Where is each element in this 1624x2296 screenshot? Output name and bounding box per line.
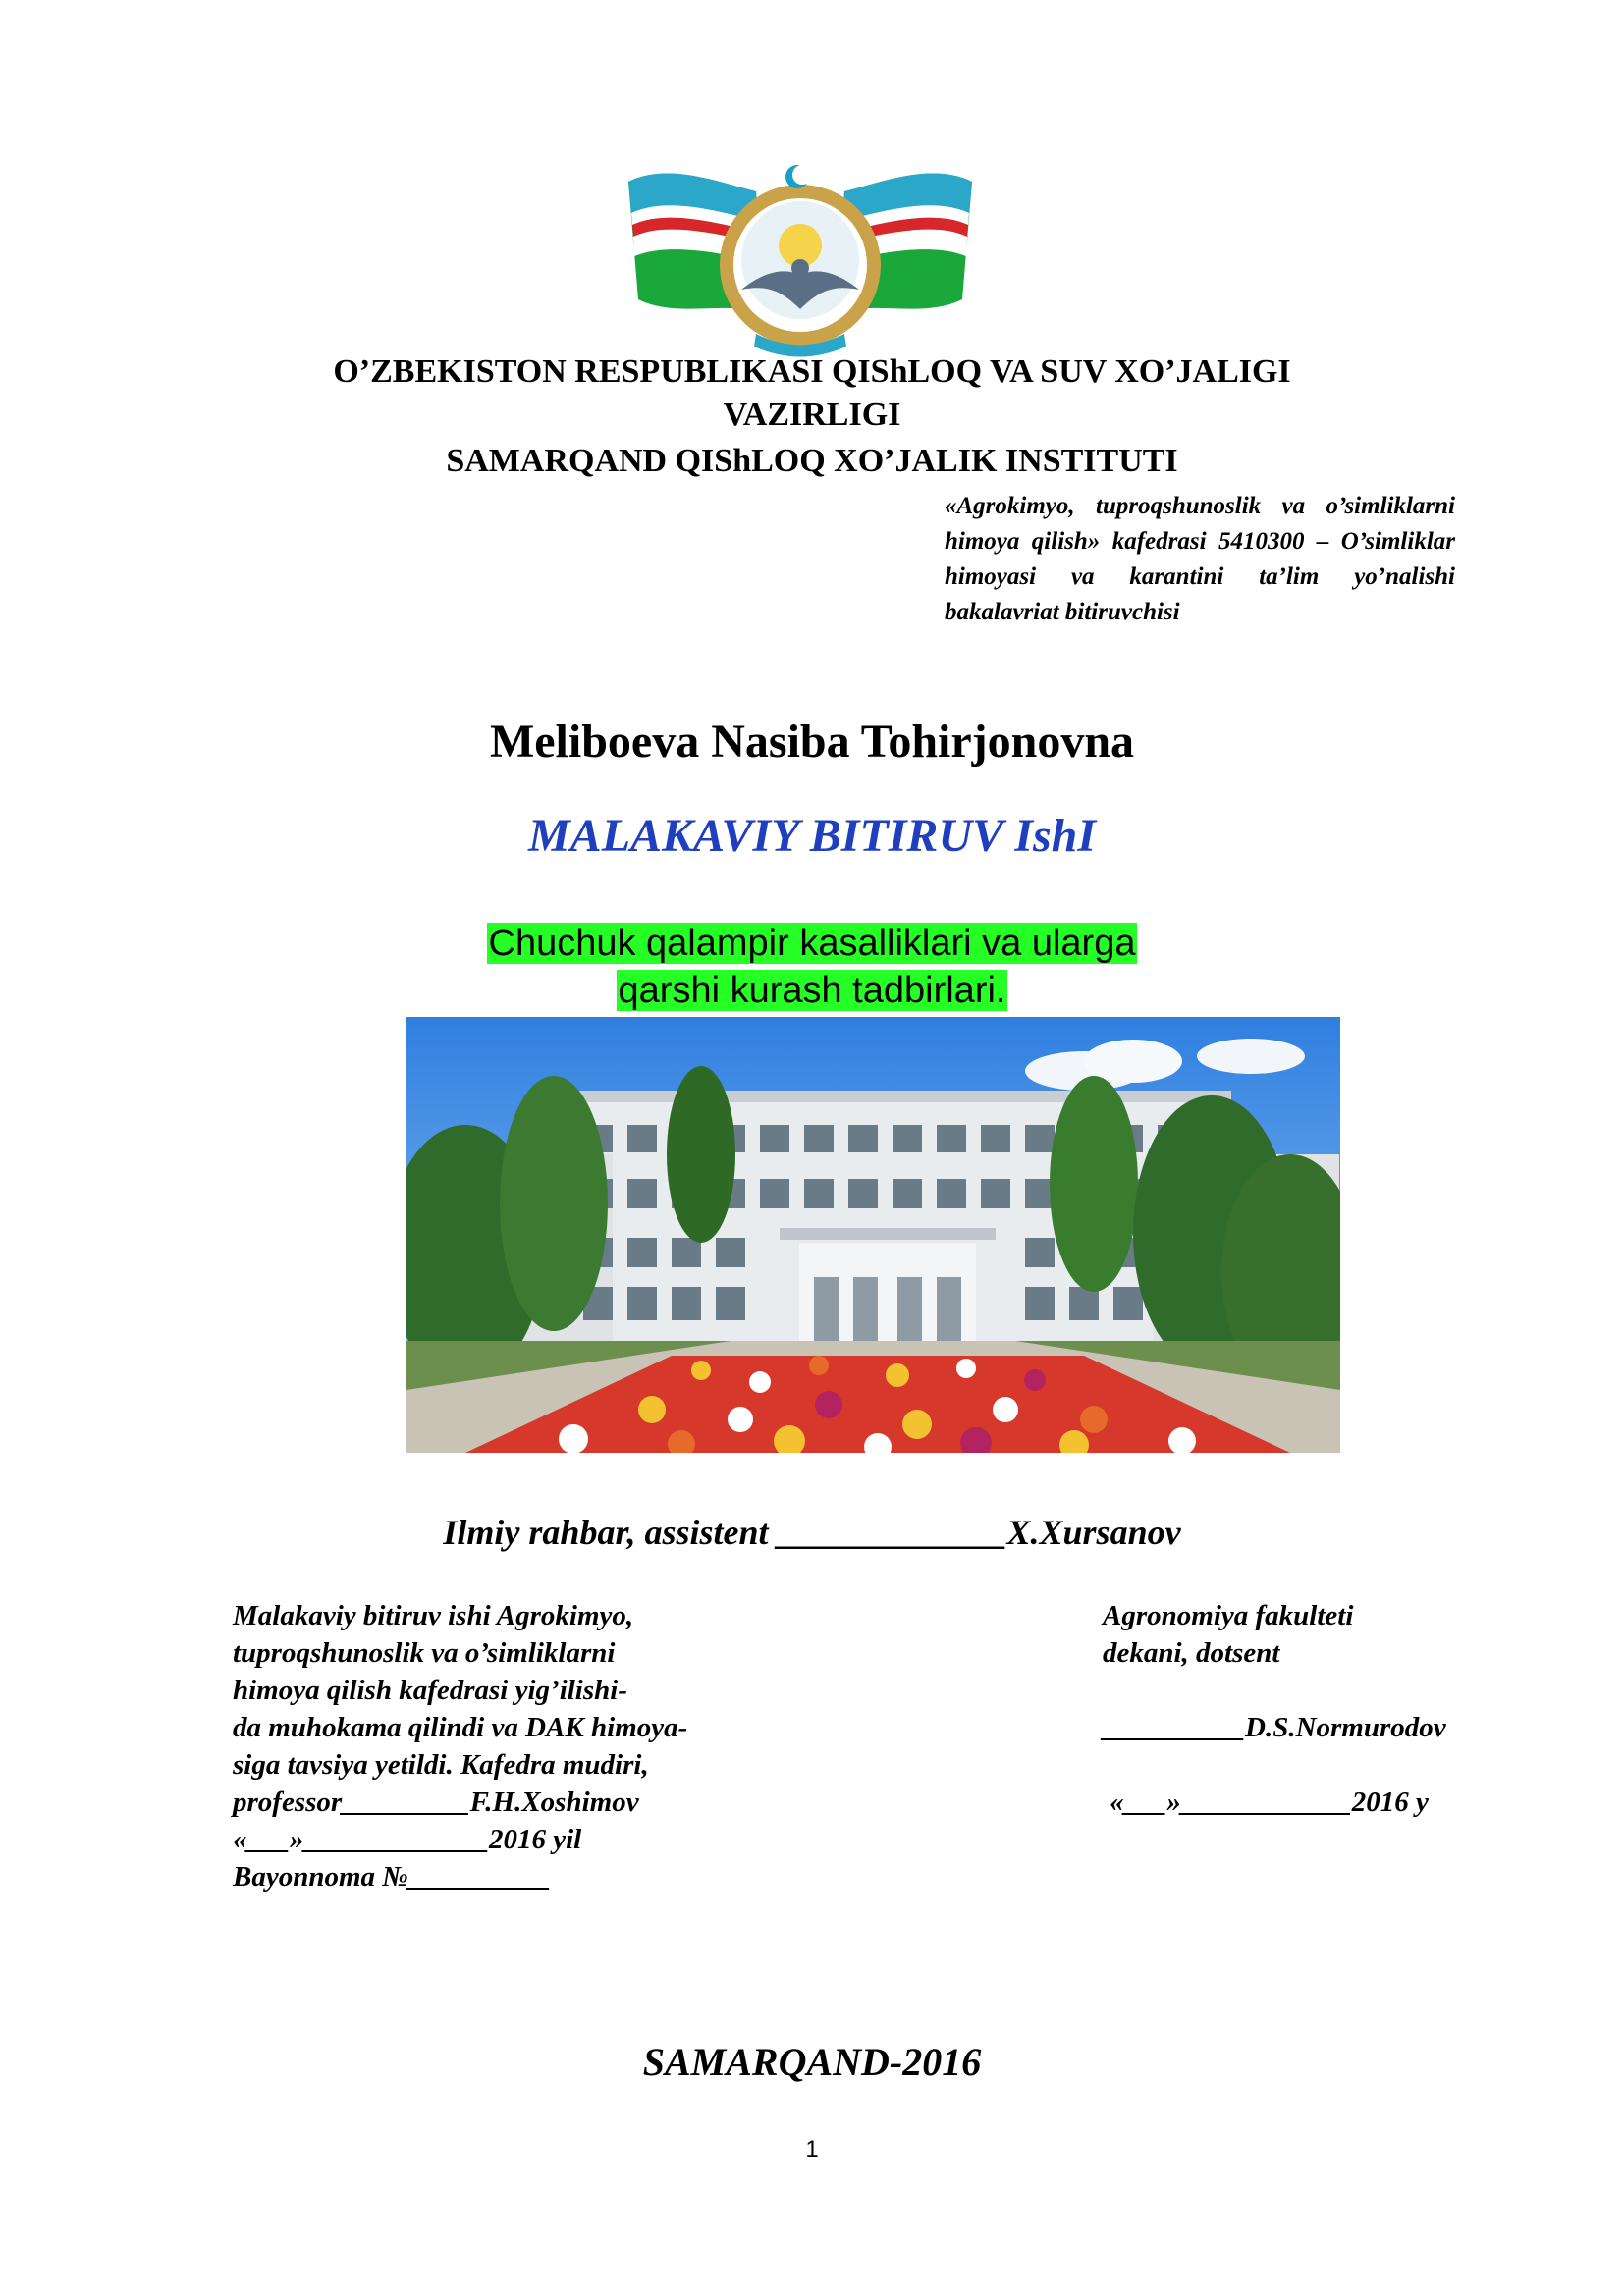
ministry-title-line1: O’ZBEKISTON RESPUBLIKASI QIShLOQ VA SUV XO’JALIGI	[333, 353, 1291, 390]
institute-title-line: SAMARQAND QIShLOQ XO’JALIK INSTITUTI	[446, 443, 1178, 479]
approval-line: himoya qilish kafedrasi yig’ilishi-	[233, 1675, 627, 1706]
city-year: SAMARQAND-2016	[642, 2040, 982, 2084]
author-name: Meliboeva Nasiba Tohirjonovna	[489, 716, 1135, 768]
department-approval-block	[233, 1597, 841, 1896]
dean-approval-block	[1103, 1597, 1574, 1821]
page-number: 1	[805, 2136, 819, 2163]
work-type-title: MALAKAVIY BITIRUV IshI	[528, 810, 1096, 862]
thesis-topic-line2: qarshi kurash tadbirlari.	[618, 970, 1006, 1011]
department-note: «Agrokimyo, tuproqshunoslik va o’simliklarni himoya qilish» kafedrasi 5410300 – O’simliklar himoyasi va karantini ta’lim yo’nalishi bakalavriat bitiruvchisi	[945, 493, 1455, 625]
dean-line: Agronomiya fakulteti	[1103, 1600, 1354, 1631]
dean-line	[1103, 1672, 1574, 1709]
approval-line: da muhokama qilindi va DAK himoya-	[233, 1712, 688, 1743]
dean-line: dekani, dotsent	[1103, 1637, 1280, 1669]
approval-line: tuproqshunoslik va o’simliklarni	[233, 1637, 616, 1669]
approval-line: Malakaviy bitiruv ishi Agrokimyo,	[233, 1600, 634, 1631]
dean-line: __________D.S.Normurodov	[1103, 1712, 1446, 1743]
approval-line: siga tavsiya yetildi. Kafedra mudiri,	[233, 1749, 649, 1781]
thesis-topic-line1: Chuchuk qalampir kasalliklari va ularga	[488, 923, 1136, 964]
supervisor-line: Ilmiy rahbar, assistent _____________X.Xursanov	[443, 1513, 1181, 1552]
thesis-topic	[0, 920, 1624, 1014]
approval-line: professor_________F.H.Xoshimov	[233, 1787, 639, 1818]
ministry-title	[0, 350, 1624, 437]
approval-line: «___»_____________2016 yil	[233, 1824, 582, 1855]
ministry-title-line2: VAZIRLIGI	[723, 397, 901, 433]
state-emblem	[628, 152, 972, 358]
dean-line: «___»____________2016 y	[1103, 1787, 1429, 1818]
approval-line: Bayonnoma №__________	[233, 1861, 551, 1893]
dean-line	[1103, 1746, 1574, 1784]
institute-building-photo	[406, 1017, 1340, 1453]
institute-building-photo-art	[406, 1017, 1340, 1453]
institute-title	[0, 440, 1624, 483]
uzbekistan-state-emblem-icon	[628, 152, 972, 358]
